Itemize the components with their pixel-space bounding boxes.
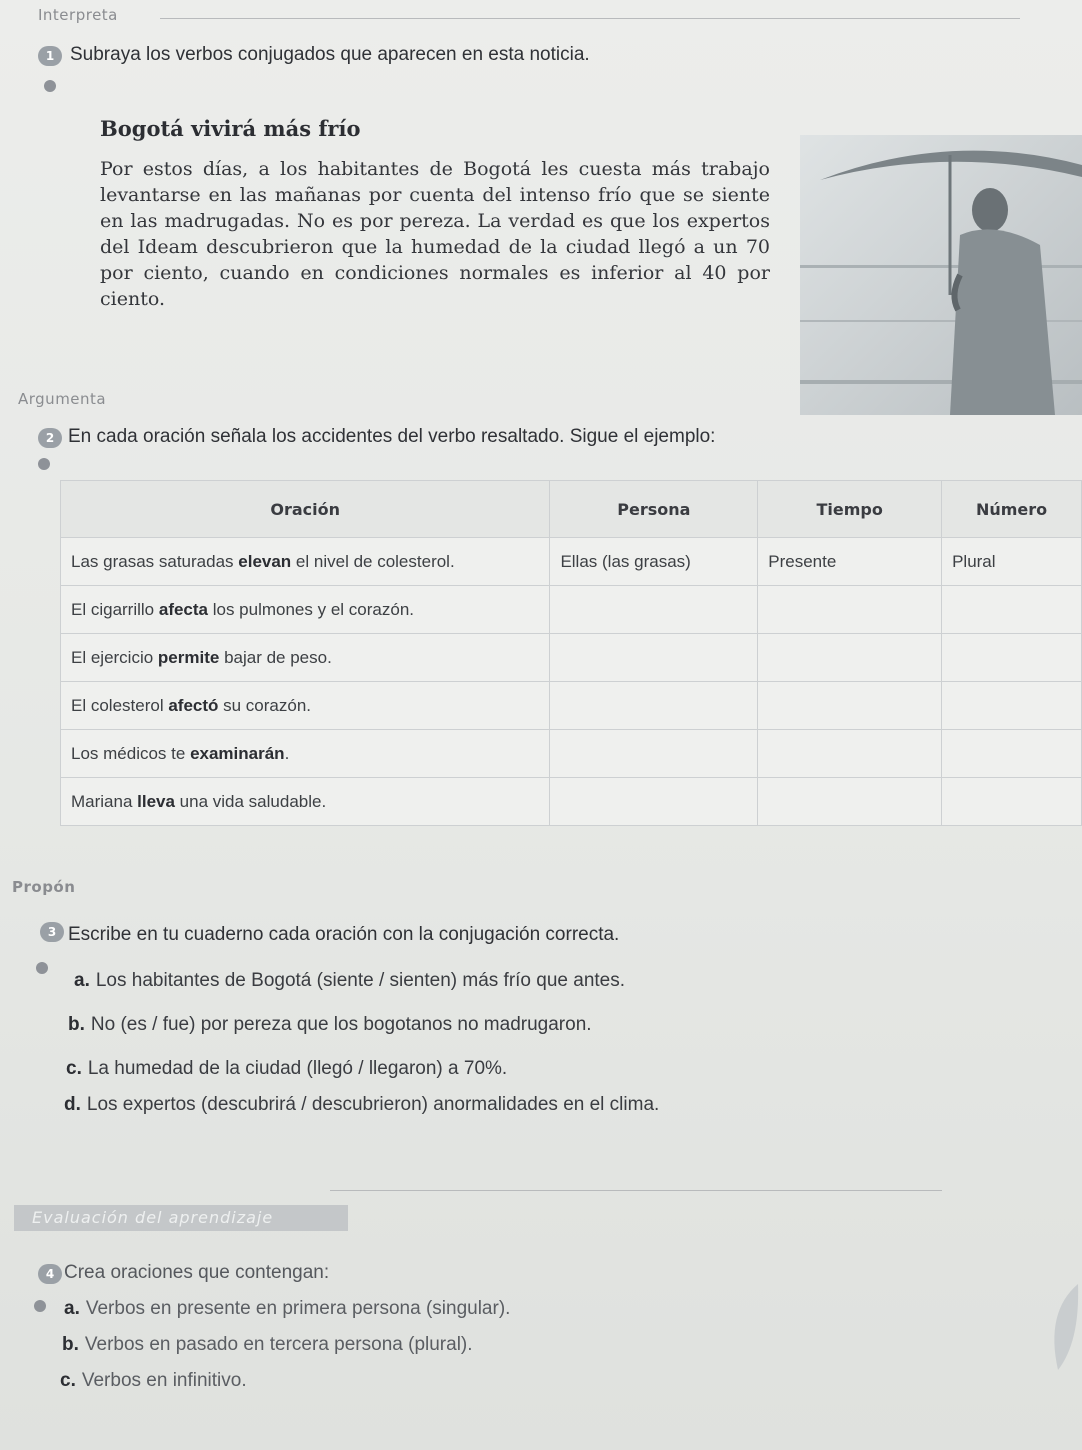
column-header-numero: Número — [942, 481, 1082, 538]
numero-cell — [942, 634, 1082, 682]
sentence-cell — [61, 682, 550, 730]
list-item — [60, 1370, 247, 1392]
news-title: Bogotá vivirá más frío — [100, 116, 361, 141]
item-text: Los habitantes de Bogotá (siente / sienten) más frío que antes. — [95, 970, 626, 991]
table-row — [61, 682, 1082, 730]
numero-cell — [942, 682, 1082, 730]
sentence-cell — [61, 730, 550, 778]
item-text: Verbos en presente en primera persona (singular). — [85, 1298, 511, 1319]
sentence-cell — [61, 778, 550, 826]
skill-icon — [38, 458, 50, 470]
persona-cell — [550, 634, 758, 682]
persona-cell — [550, 586, 758, 634]
item-letter: d. — [64, 1094, 81, 1115]
table-row — [61, 586, 1082, 634]
list-item — [64, 1298, 510, 1320]
tiempo-cell — [758, 778, 942, 826]
item-letter: b. — [62, 1334, 79, 1355]
table-row — [61, 634, 1082, 682]
highlighted-verb: elevan — [238, 551, 292, 571]
activity1-instruction: Subraya los verbos conjugados que aparecen en esta noticia. — [70, 44, 590, 65]
activity4-instruction: Crea oraciones que contengan: — [64, 1262, 330, 1283]
item-letter: c. — [66, 1058, 82, 1079]
activity-number-badge: 2 — [38, 428, 62, 448]
item-text: No (es / fue) por pereza que los bogotanos no madrugaron. — [90, 1014, 592, 1035]
section-banner-evaluacion: Evaluación del aprendizaje — [14, 1205, 348, 1231]
sentence-cell — [61, 634, 550, 682]
persona-cell: Ellas (las grasas) — [550, 538, 758, 586]
section-rule — [330, 1190, 942, 1191]
list-item — [64, 1094, 659, 1116]
sentence-cell — [61, 538, 550, 586]
highlighted-verb: afectó — [168, 695, 219, 715]
table-row — [61, 538, 1082, 586]
list-item — [66, 1058, 507, 1080]
highlighted-verb: examinarán — [190, 743, 285, 763]
item-letter: b. — [68, 1014, 85, 1035]
sentence-text: El cigarrillo — [71, 599, 159, 619]
item-text: La humedad de la ciudad (llegó / llegaron) a 70%. — [87, 1058, 508, 1079]
numero-cell — [942, 730, 1082, 778]
sentence-text: . — [284, 743, 290, 763]
item-text: Verbos en pasado en tercera persona (plural). — [84, 1334, 473, 1355]
sentence-text: El ejercicio — [71, 647, 158, 667]
sentence-text: bajar de peso. — [219, 647, 332, 667]
highlighted-verb: permite — [157, 647, 220, 667]
section-label-propon: Propón — [12, 878, 76, 896]
list-item — [62, 1334, 473, 1356]
sentence-cell — [61, 586, 550, 634]
column-header-oracion: Oración — [61, 481, 550, 538]
item-text: Los expertos (descubrirá / descubrieron) anormalidades en el clima. — [86, 1094, 660, 1115]
tiempo-cell — [758, 682, 942, 730]
persona-cell — [550, 730, 758, 778]
activity-number-badge: 3 — [40, 922, 64, 942]
section-rule — [160, 18, 1020, 19]
highlighted-verb: lleva — [137, 791, 175, 811]
tiempo-cell — [758, 730, 942, 778]
sentence-text: Los médicos te — [71, 743, 191, 763]
item-letter: a. — [74, 970, 90, 991]
activity2-instruction: En cada oración señala los accidentes del verbo resaltado. Sigue el ejemplo: — [68, 426, 716, 447]
news-body: Por estos días, a los habitantes de Bogotá les cuesta más trabajo levantarse en las mañanas por cuenta del intenso frío que se siente en las madrugadas. No es por pereza. La verdad es que los expertos del Ideam descubrieron que la humedad de la ciudad llegó a un 70 por ciento, cuando en condiciones normales es inferior al 40 por ciento. — [100, 158, 770, 310]
column-header-tiempo: Tiempo — [758, 481, 942, 538]
activity-number-badge: 1 — [38, 46, 62, 66]
section-label-interpreta: Interpreta — [38, 6, 118, 24]
persona-cell — [550, 778, 758, 826]
activity3-instruction: Escribe en tu cuaderno cada oración con la conjugación correcta. — [68, 924, 620, 945]
sentence-text: una vida saludable. — [174, 791, 327, 811]
highlighted-verb: afecta — [158, 599, 208, 619]
tiempo-cell: Presente — [758, 538, 942, 586]
sentence-text: su corazón. — [218, 695, 312, 715]
skill-icon — [34, 1300, 46, 1312]
news-photo — [800, 135, 1082, 415]
skill-icon — [44, 80, 56, 92]
list-item — [74, 970, 625, 992]
activity-number-badge: 4 — [38, 1264, 62, 1284]
column-header-persona: Persona — [550, 481, 758, 538]
leaf-decoration-icon — [1040, 1282, 1080, 1372]
item-text: Verbos en infinitivo. — [81, 1370, 247, 1391]
sentence-text: el nivel de colesterol. — [291, 551, 455, 571]
numero-cell: Plural — [942, 538, 1082, 586]
verb-accidents-table — [60, 480, 1082, 826]
person-with-umbrella-photo — [800, 135, 1082, 415]
table-header-row — [61, 481, 1082, 538]
sentence-text: Las grasas saturadas — [71, 551, 239, 571]
item-letter: c. — [60, 1370, 76, 1391]
numero-cell — [942, 778, 1082, 826]
skill-icon — [36, 962, 48, 974]
persona-cell — [550, 682, 758, 730]
tiempo-cell — [758, 634, 942, 682]
table-row — [61, 730, 1082, 778]
item-letter: a. — [64, 1298, 80, 1319]
sentence-text: El colesterol — [71, 695, 169, 715]
list-item — [68, 1014, 592, 1036]
sentence-text: Mariana — [71, 791, 138, 811]
section-label-argumenta: Argumenta — [18, 390, 107, 408]
tiempo-cell — [758, 586, 942, 634]
table-row — [61, 778, 1082, 826]
numero-cell — [942, 586, 1082, 634]
sentence-text: los pulmones y el corazón. — [208, 599, 414, 619]
